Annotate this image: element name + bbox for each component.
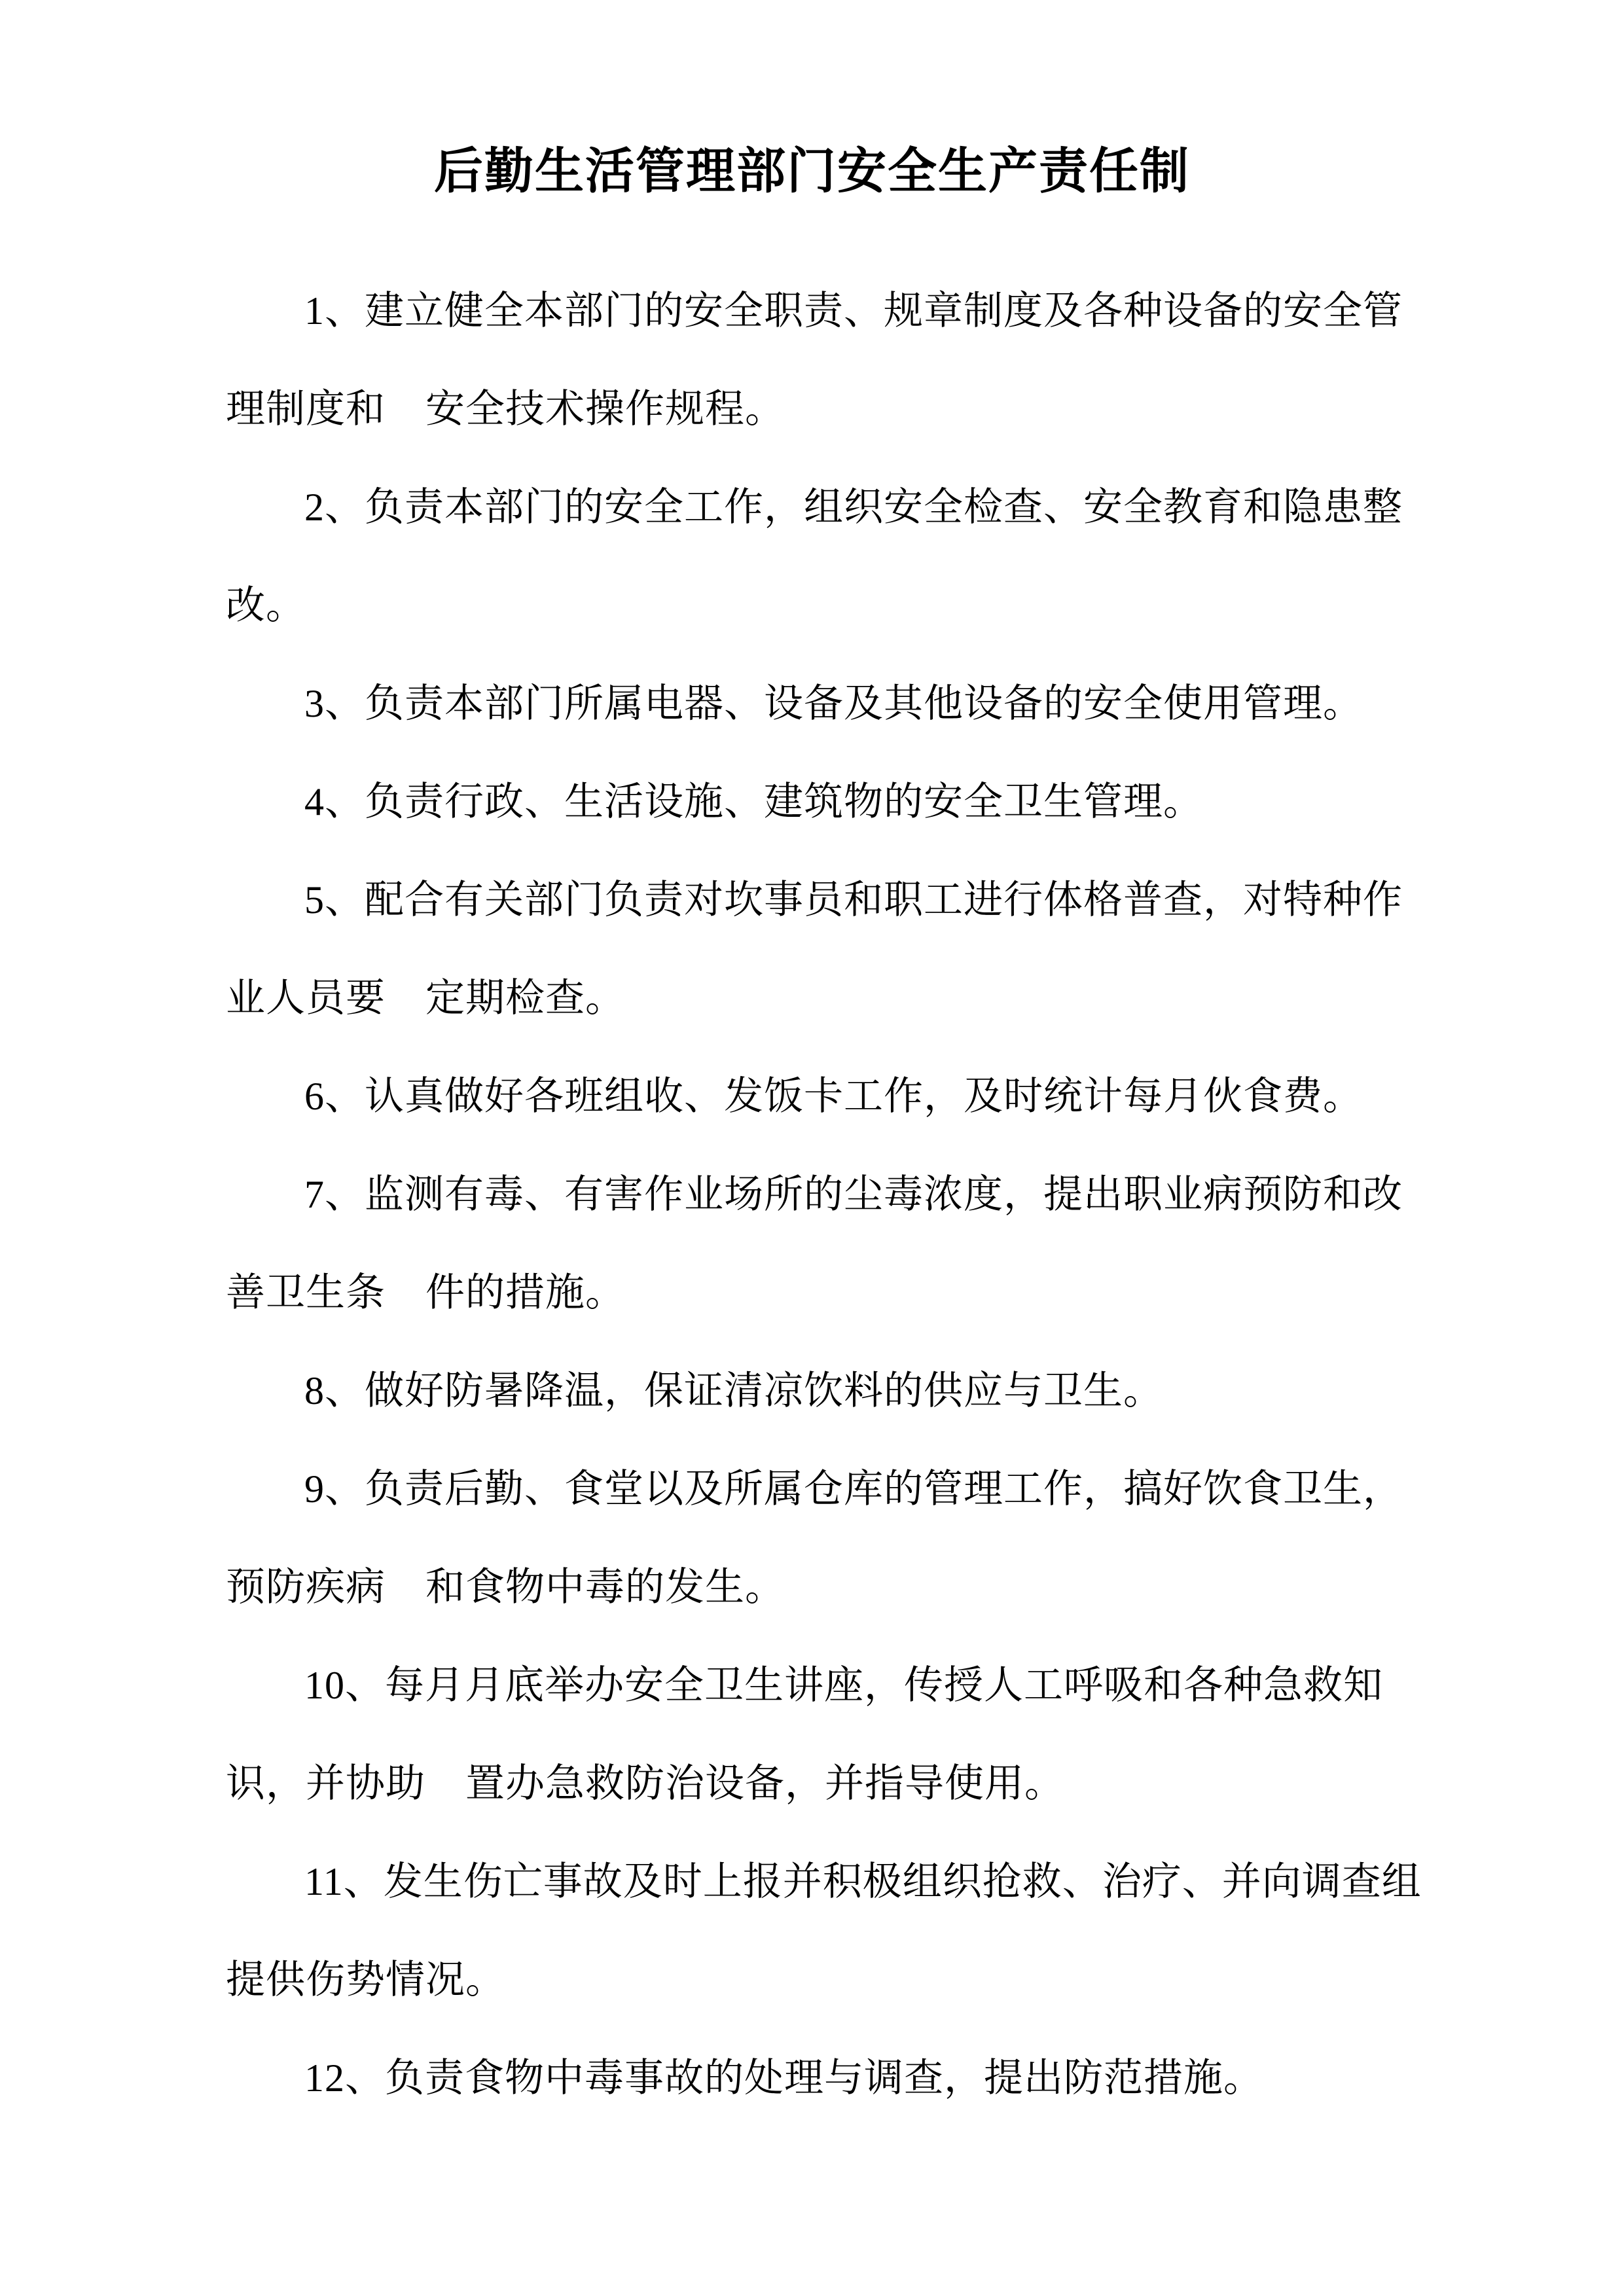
paragraph-list <box>226 262 1422 2127</box>
paragraph <box>226 753 1398 851</box>
paragraph-first-line: 11、发生伤亡事故及时上报并积极组织抢救、治疗、并向调查组 <box>304 1860 1422 1903</box>
paragraph <box>226 1440 1403 1636</box>
paragraph-first-line: 1、建立健全本部门的安全职责、规章制度及各种设备的安全管 <box>304 289 1403 332</box>
page-title: 后勤生活管理部门安全生产责任制 <box>433 145 1190 199</box>
paragraph <box>226 1636 1398 1833</box>
paragraph <box>226 2029 1398 2127</box>
paragraph <box>226 1833 1422 2029</box>
paragraph-wrap-line: 提供伤势情况。 <box>226 1958 505 2001</box>
paragraph-first-line: 10、每月月底举办安全卫生讲座，传授人工呼吸和各种急救知 <box>304 1664 1383 1707</box>
paragraph <box>226 1047 1398 1145</box>
paragraph <box>226 262 1403 458</box>
paragraph-wrap-line: 改。 <box>226 584 306 627</box>
paragraph-first-line: 6、认真做好各班组收、发饭卡工作，及时统计每月伙食费。 <box>304 1075 1363 1118</box>
paragraph-wrap-line: 预防疾病 和食物中毒的发生。 <box>226 1566 785 1609</box>
paragraph-first-line: 3、负责本部门所属电器、设备及其他设备的安全使用管理。 <box>304 682 1363 725</box>
paragraph-first-line: 4、负责行政、生活设施、建筑物的安全卫生管理。 <box>304 780 1203 823</box>
paragraph <box>226 655 1398 753</box>
paragraph-wrap-line: 善卫生条 件的措施。 <box>226 1271 625 1314</box>
paragraph-first-line: 7、监测有毒、有害作业场所的尘毒浓度，提出职业病预防和改 <box>304 1173 1403 1216</box>
paragraph-first-line: 12、负责食物中毒事故的处理与调查，提出防范措施。 <box>304 2056 1263 2100</box>
paragraph-wrap-line: 理制度和 安全技术操作规程。 <box>226 387 785 431</box>
paragraph <box>226 1342 1398 1440</box>
paragraph <box>226 851 1403 1047</box>
paragraph-first-line: 5、配合有关部门负责对坎事员和职工进行体格普查，对特种作 <box>304 878 1403 922</box>
paragraph-first-line: 8、做好防暑降温，保证清凉饮料的供应与卫生。 <box>304 1369 1163 1412</box>
paragraph-wrap-line: 业人员要 定期检查。 <box>226 977 625 1020</box>
paragraph-first-line: 2、负责本部门的安全工作，组织安全检查、安全教育和隐患整 <box>304 486 1403 529</box>
paragraph-first-line: 9、负责后勤、食堂以及所属仓库的管理工作，搞好饮食卫生， <box>304 1467 1403 1511</box>
paragraph <box>226 458 1403 655</box>
paragraph <box>226 1145 1403 1342</box>
paragraph-wrap-line: 识，并协助 置办急救防治设备，并指导使用。 <box>226 1762 1064 1805</box>
